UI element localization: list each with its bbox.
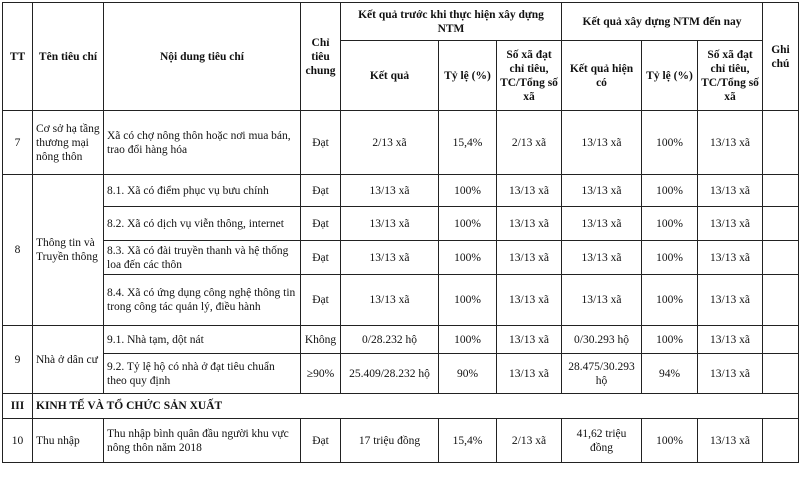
- cell-kq1: 2/13 xã: [341, 111, 439, 175]
- header-ketqua-hienco: Kết quả hiện có: [562, 41, 642, 111]
- cell-sx2: 13/13 xã: [698, 241, 763, 275]
- header-ketqua: Kết quả: [341, 41, 439, 111]
- section-row: [3, 394, 799, 419]
- criteria-table: [2, 2, 799, 463]
- cell-noidung: 8.4. Xã có ứng dụng công nghệ thông tin trong công tác quản lý, điều hành: [104, 275, 301, 326]
- cell-tl1: 15,4%: [439, 111, 497, 175]
- cell-ten: Thông tin và Truyền thông: [33, 175, 104, 326]
- header-group-before: Kết quả trước khi thực hiện xây dựng NTM: [341, 3, 562, 41]
- cell-tt: 10: [3, 419, 33, 463]
- cell-tl1: 90%: [439, 354, 497, 394]
- cell-tl2: 100%: [642, 419, 698, 463]
- cell-tl2: 100%: [642, 175, 698, 207]
- cell-sx2: 13/13 xã: [698, 111, 763, 175]
- cell-chitieu: Đạt: [301, 175, 341, 207]
- table-row: [3, 326, 799, 354]
- cell-tl1: 100%: [439, 241, 497, 275]
- cell-kq1: 13/13 xã: [341, 275, 439, 326]
- cell-noidung: 9.2. Tỷ lệ hộ có nhà ở đạt tiêu chuẩn theo quy định: [104, 354, 301, 394]
- cell-sx1: 2/13 xã: [497, 111, 562, 175]
- cell-noidung: 8.2. Xã có dịch vụ viễn thông, internet: [104, 207, 301, 241]
- cell-noidung: 8.3. Xã có đài truyền thanh và hệ thống loa đến các thôn: [104, 241, 301, 275]
- cell-tl1: 100%: [439, 326, 497, 354]
- cell-tl2: 100%: [642, 326, 698, 354]
- cell-kq2: 13/13 xã: [562, 111, 642, 175]
- cell-sx2: 13/13 xã: [698, 275, 763, 326]
- cell-ghichu: [763, 111, 799, 175]
- cell-sx1: 13/13 xã: [497, 275, 562, 326]
- cell-sx1: 13/13 xã: [497, 241, 562, 275]
- cell-tl2: 94%: [642, 354, 698, 394]
- cell-chitieu: ≥90%: [301, 354, 341, 394]
- section-title: KINH TẾ VÀ TỔ CHỨC SẢN XUẤT: [33, 394, 799, 419]
- header-group-now: Kết quả xây dựng NTM đến nay: [562, 3, 763, 41]
- cell-ghichu: [763, 354, 799, 394]
- cell-sx2: 13/13 xã: [698, 354, 763, 394]
- cell-chitieu: Đạt: [301, 275, 341, 326]
- cell-ghichu: [763, 326, 799, 354]
- cell-kq1: 0/28.232 hộ: [341, 326, 439, 354]
- table-row: [3, 241, 799, 275]
- cell-sx1: 2/13 xã: [497, 419, 562, 463]
- header-tyle: Tỷ lệ (%): [439, 41, 497, 111]
- cell-kq1: 13/13 xã: [341, 207, 439, 241]
- cell-kq2: 41,62 triệu đồng: [562, 419, 642, 463]
- header-soxa-now: Số xã đạt chỉ tiêu, TC/Tổng số xã: [698, 41, 763, 111]
- section-number: III: [3, 394, 33, 419]
- cell-sx1: 13/13 xã: [497, 326, 562, 354]
- table-row: [3, 354, 799, 394]
- cell-kq1: 17 triệu đồng: [341, 419, 439, 463]
- header-tyle-now: Tỷ lệ (%): [642, 41, 698, 111]
- cell-kq2: 13/13 xã: [562, 241, 642, 275]
- cell-tl1: 100%: [439, 207, 497, 241]
- cell-sx2: 13/13 xã: [698, 207, 763, 241]
- cell-kq2: 13/13 xã: [562, 175, 642, 207]
- cell-noidung: Xã có chợ nông thôn hoặc nơi mua bán, trao đổi hàng hóa: [104, 111, 301, 175]
- cell-ten: Nhà ở dân cư: [33, 326, 104, 394]
- table-row: [3, 275, 799, 326]
- cell-tl1: 15,4%: [439, 419, 497, 463]
- cell-tt: 8: [3, 175, 33, 326]
- cell-sx2: 13/13 xã: [698, 326, 763, 354]
- cell-chitieu: Đạt: [301, 241, 341, 275]
- cell-chitieu: Đạt: [301, 419, 341, 463]
- cell-tl1: 100%: [439, 175, 497, 207]
- table-row: [3, 175, 799, 207]
- cell-noidung: 8.1. Xã có điểm phục vụ bưu chính: [104, 175, 301, 207]
- cell-ghichu: [763, 275, 799, 326]
- cell-tl2: 100%: [642, 241, 698, 275]
- cell-noidung: 9.1. Nhà tạm, dột nát: [104, 326, 301, 354]
- cell-sx1: 13/13 xã: [497, 354, 562, 394]
- cell-tl2: 100%: [642, 275, 698, 326]
- cell-kq2: 13/13 xã: [562, 207, 642, 241]
- cell-tl1: 100%: [439, 275, 497, 326]
- cell-kq1: 13/13 xã: [341, 241, 439, 275]
- cell-tt: 7: [3, 111, 33, 175]
- cell-ghichu: [763, 175, 799, 207]
- cell-sx2: 13/13 xã: [698, 419, 763, 463]
- cell-tl2: 100%: [642, 207, 698, 241]
- header-ghichu: Ghi chú: [763, 3, 799, 111]
- cell-kq1: 13/13 xã: [341, 175, 439, 207]
- header-soxa: Số xã đạt chỉ tiêu, TC/Tổng số xã: [497, 41, 562, 111]
- cell-kq2: 13/13 xã: [562, 275, 642, 326]
- cell-tt: 9: [3, 326, 33, 394]
- cell-ghichu: [763, 419, 799, 463]
- cell-ghichu: [763, 207, 799, 241]
- cell-chitieu: Không: [301, 326, 341, 354]
- cell-kq2: 0/30.293 hộ: [562, 326, 642, 354]
- header-ten: Tên tiêu chí: [33, 3, 104, 111]
- table-row: [3, 111, 799, 175]
- cell-kq1: 25.409/28.232 hộ: [341, 354, 439, 394]
- table-row: [3, 419, 799, 463]
- cell-ten: Cơ sở hạ tầng thương mại nông thôn: [33, 111, 104, 175]
- cell-ten: Thu nhập: [33, 419, 104, 463]
- table-row: [3, 207, 799, 241]
- header-tt: TT: [3, 3, 33, 111]
- cell-tl2: 100%: [642, 111, 698, 175]
- header-noidung: Nội dung tiêu chí: [104, 3, 301, 111]
- cell-chitieu: Đạt: [301, 207, 341, 241]
- header-chitieu: Chỉ tiêu chung: [301, 3, 341, 111]
- cell-noidung: Thu nhập bình quân đầu người khu vực nông thôn năm 2018: [104, 419, 301, 463]
- cell-chitieu: Đạt: [301, 111, 341, 175]
- cell-sx1: 13/13 xã: [497, 207, 562, 241]
- cell-kq2: 28.475/30.293 hộ: [562, 354, 642, 394]
- cell-sx2: 13/13 xã: [698, 175, 763, 207]
- cell-ghichu: [763, 241, 799, 275]
- cell-sx1: 13/13 xã: [497, 175, 562, 207]
